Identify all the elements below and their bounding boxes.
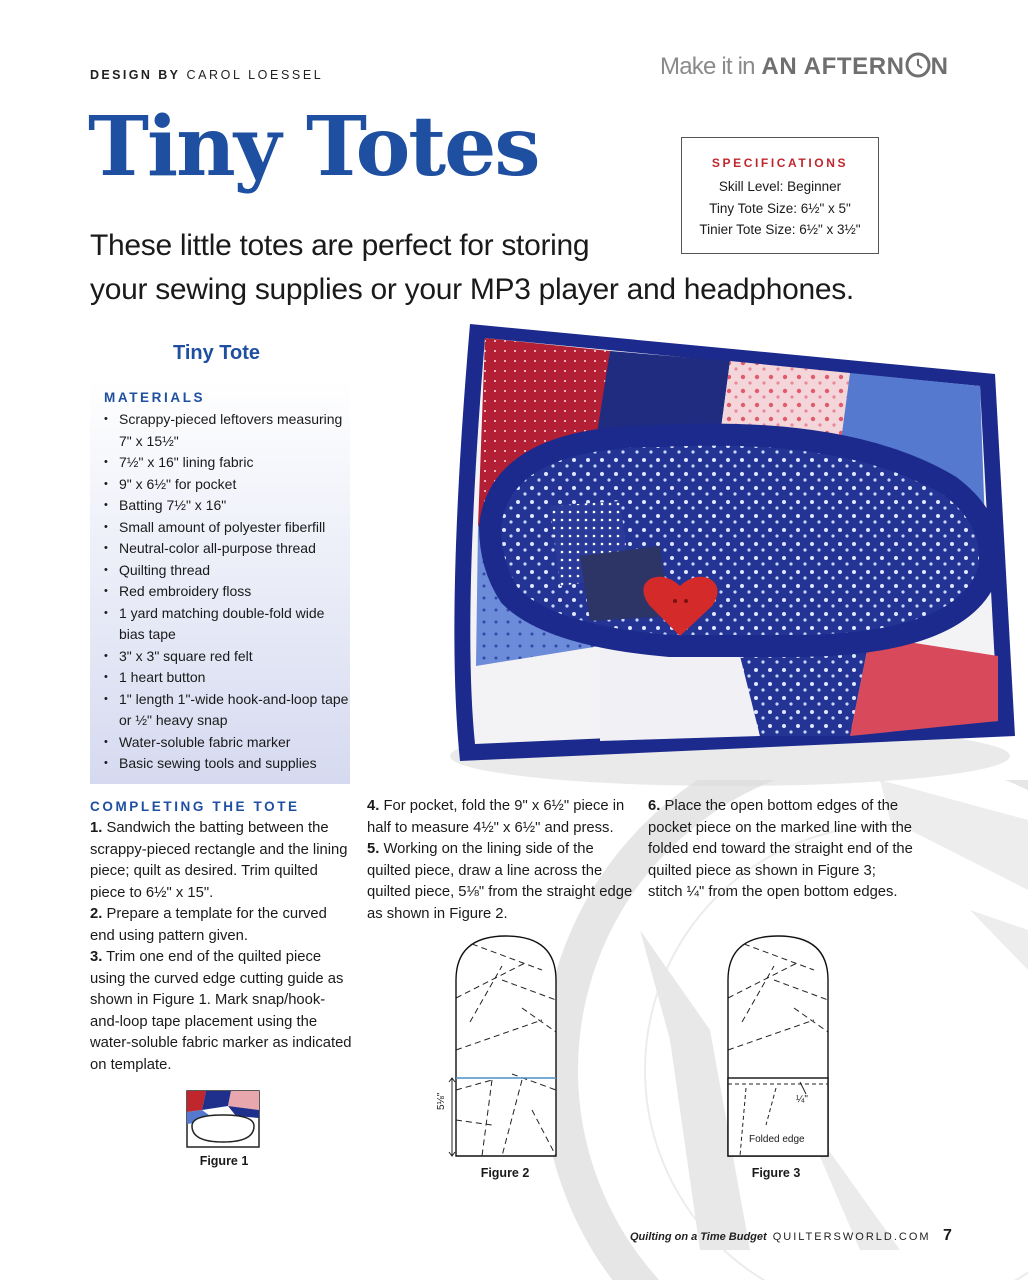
figure-1-diagram (186, 1090, 260, 1148)
specifications-box (681, 137, 879, 254)
list-item: • Water-soluble fabric marker (104, 732, 354, 754)
figure-3-caption: Figure 3 (751, 1166, 801, 1180)
list-item: • 3" x 3" square red felt (104, 646, 354, 668)
list-item: • Basic sewing tools and supplies (104, 753, 354, 775)
list-item: • Batting 7½" x 16" (104, 495, 354, 517)
figure-1-caption: Figure 1 (199, 1154, 249, 1168)
subtitle: These little totes are perfect for storing your sewing supplies or your MP3 player and headphones. (90, 229, 854, 306)
list-item: • 1 yard matching double-fold wide bias tape (104, 603, 354, 646)
list-item: • 1 heart button (104, 667, 354, 689)
instructions-column-1 (90, 796, 352, 1076)
instructions-column-2 (367, 796, 633, 925)
tinier-tote-size: Tinier Tote Size: 6½" x 3½" (699, 222, 861, 237)
materials-heading: MATERIALS (104, 390, 206, 405)
step-2: 2. Prepare a template for the curved end using pattern given. (90, 906, 327, 944)
completing-heading: COMPLETING THE TOTE (90, 799, 300, 814)
step-1: 1. Sandwich the batting between the scrappy-pieced rectangle and the lining piece; quilt as desired. Trim quilted piece to 6½" x 15". (90, 820, 348, 901)
specifications-heading: SPECIFICATIONS (711, 156, 849, 170)
tiny-tote-heading: Tiny Tote (173, 342, 261, 364)
page-number: 7 (943, 1227, 952, 1244)
series-logo: Make it in AN AFTERN N (660, 53, 949, 80)
list-item: • 9" x 6½" for pocket (104, 474, 354, 496)
figure-3-measure: ¼" (796, 1094, 808, 1105)
step-5: 5. Working on the lining side of the quilted piece, draw a line across the quilted piece, 5⅛" from the straight edge as shown in Figure 2. (367, 841, 633, 922)
page-title: Tiny Totes (88, 99, 539, 195)
site-url: QUILTERSWORLD.COM (772, 1231, 931, 1243)
instructions-column-3 (648, 796, 914, 904)
materials-list (104, 409, 354, 775)
list-item: • Quilting thread (104, 560, 354, 582)
figure-2-measure: 5⅛" (436, 1092, 447, 1110)
tiny-tote-size: Tiny Tote Size: 6½" x 5" (709, 200, 851, 216)
step-3: 3. Trim one end of the quilted piece using the curved edge cutting guide as shown in Figure 1. Mark snap/hook-and-loop tape placement using the water-soluble fabric marker as indicated on template. (90, 949, 352, 1073)
byline: DESIGN BY CAROL LOESSEL (90, 68, 324, 82)
tote-photo (430, 316, 1028, 792)
figure-2-caption: Figure 2 (480, 1166, 530, 1180)
step-6: 6. Place the open bottom edges of the pocket piece on the marked line with the folded end toward the straight end of the quilted piece as shown in Figure 3; stitch ¼" from the open bottom edges. (648, 798, 913, 900)
list-item: • 1" length 1"-wide hook-and-loop tape or ½" heavy snap (104, 689, 354, 732)
list-item: • 7½" x 16" lining fabric (104, 452, 354, 474)
skill-level: Skill Level: Beginner (718, 179, 842, 194)
footer (630, 1231, 931, 1243)
figure-2-diagram (432, 930, 562, 1162)
folded-edge-label: Folded edge (749, 1134, 805, 1145)
list-item: • Scrappy-pieced leftovers measuring 7" x 15½" (104, 409, 354, 452)
figure-3-diagram (716, 930, 836, 1162)
list-item: • Red embroidery floss (104, 581, 354, 603)
magazine-name: Quilting on a Time Budget (630, 1231, 767, 1243)
step-4: 4. For pocket, fold the 9" x 6½" piece in half to measure 4½" x 6½" and press. (367, 798, 625, 836)
list-item: • Small amount of polyester fiberfill (104, 517, 354, 539)
clock-icon (905, 52, 931, 78)
list-item: • Neutral-color all-purpose thread (104, 538, 354, 560)
